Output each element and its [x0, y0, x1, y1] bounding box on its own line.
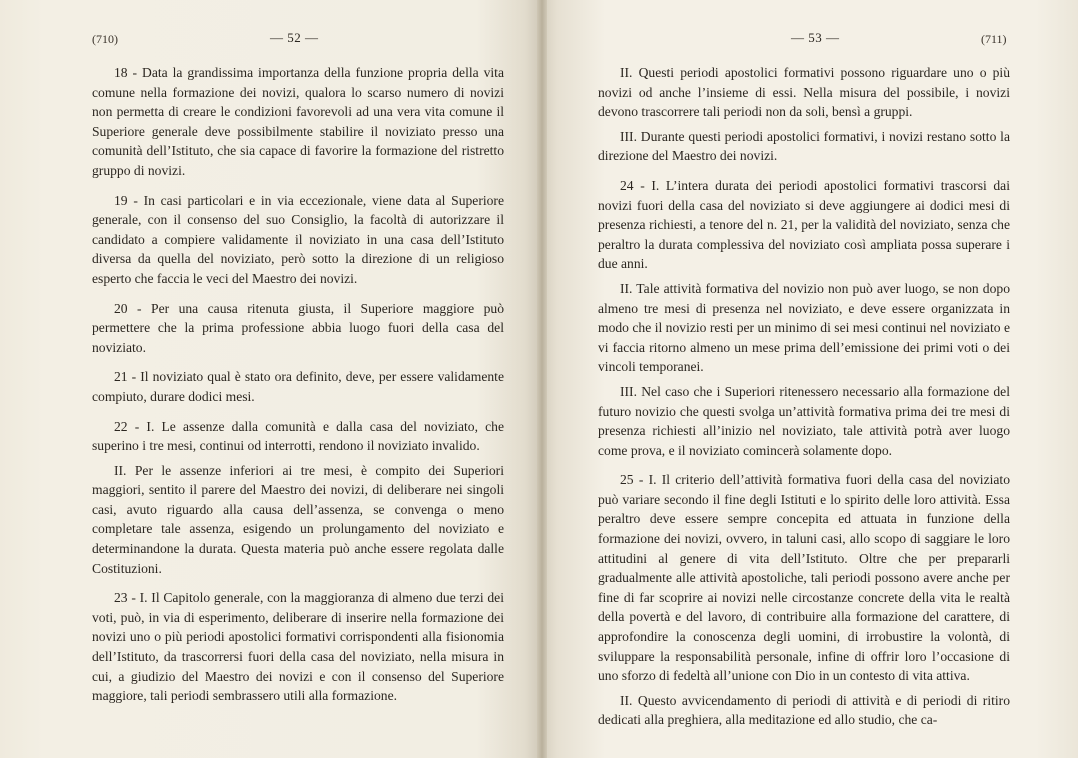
paragraph-22-ii: II. Per le assenze inferiori ai tre mesi, è compito dei Superiori maggiori, sentito il parere del Maestro dei novizi, di deliberare nei singoli casi, avuto riguardo alla causa dell’assenza, se convenga o meno completare tale assenza, esigendo un prolungamento del noviziato e determinandone la durata. Questa materia può anche essere regolata dalle Costituzioni.	[92, 462, 504, 576]
book-gutter	[537, 0, 547, 758]
paragraph-18: 18 - Data la grandissima importanza della funzione propria della vita comune nella formazione dei novizi, qualora lo scarso numero di novizi non permetta di creare le condizioni favorevoli ad una vera vita comune il Superiore generale deve possibilmente stabilire il noviziato presso una comunità dell’Istituto, che sia capace di favorire la formazione del ristretto gruppo di novizi.	[92, 65, 504, 178]
left-folio: (710)	[92, 32, 118, 46]
paragraph-23-i: 23 - I. Il Capitolo generale, con la maggioranza di almeno due terzi dei voti, può, in via di esperimento, deliberare di inserire nella formazione dei novizi uno o più periodi apostolici formativi corrispondenti alla fisionomia dell’Istituto, da trascorrersi fuori della casa del noviziato, nella misura in cui, a giudizio del Maestro dei novizi e con il consenso del Superiore maggiore, tali periodi sembrassero utili alla formazione.	[92, 590, 504, 704]
paragraph-24-ii: II. Tale attività formativa del novizio non può aver luogo, se non dopo almeno tre mesi di presenza nel noviziato, e deve essere organizzata in modo che il novizio resti per un minimo di sei mesi continui nel noviziato e vi faccia ritorno almeno un mese prima dell’emissione dei primi voti o dei vincoli temporanei.	[598, 280, 1010, 375]
left-page-number: — 52 —	[270, 30, 319, 45]
paragraph-20: 20 - Per una causa ritenuta giusta, il Superiore maggiore può permettere che la prima professione abbia luogo fuori della casa del noviziato.	[92, 300, 504, 355]
paragraph-24-i: 24 - I. L’intera durata dei periodi apostolici formativi trascorsi dai novizi fuori della casa del noviziato si deve aggiungere ai dodici mesi di presenza richiesti, a tenore del n. 21, per la validità del noviziato, senza che peraltro la durata complessiva del noviziato così ampliata possa superare i due anni.	[598, 177, 1010, 272]
right-page-number: — 53 —	[791, 30, 840, 45]
paragraph-23-ii: II. Questi periodi apostolici formativi possono riguardare uno o più novizi od anche l’insieme di essi. Nella misura del possibile, i novizi devono trascorrere tali periodi non da soli, bensì a gruppi.	[598, 65, 1010, 120]
right-folio: (711)	[981, 32, 1007, 46]
paragraph-21: 21 - Il noviziato qual è stato ora definito, deve, per essere validamente compiuto, durare dodici mesi.	[92, 369, 504, 404]
right-page-text	[598, 63, 1010, 740]
paragraph-22-i: 22 - I. Le assenze dalla comunità e dalla casa del noviziato, che superino i tre mesi, continui od interrotti, rendono il noviziato invalido.	[92, 418, 504, 454]
paragraph-24-iii: III. Nel caso che i Superiori ritenessero necessario alla formazione del futuro novizio che questi svolga un’attività formativa prima dei tre mesi di presenza richiesti all’inizio nel noviziato, tale attività potrà aver luogo come prova, e il noviziato comincerà solamente dopo.	[598, 383, 1010, 458]
right-page	[541, 0, 1078, 758]
paragraph-23-iii: III. Durante questi periodi apostolici formativi, i novizi restano sotto la direzione del Maestro dei novizi.	[598, 128, 1010, 164]
left-page-text	[92, 63, 504, 716]
paragraph-25-i: 25 - I. Il criterio dell’attività formativa fuori della casa del noviziato può variare secondo il fine degli Istituti e lo spirito delle loro attività. Essa peraltro deve essere sempre concepita ed attuata in funzione della formazione dei novizi, ovvero, in taluni casi, allo scopo di saggiare le loro attitudini al genere di vita dell’Istituto. Oltre che per prepararli gradualmente alle attività apostoliche, tali periodi possono avere anche per fine di far scoprire ai novizi nelle circostanze concrete della vita le realtà della povertà e del lavoro, di contribuire alla formazione del carattere, di approfondire la conoscenza degli uomini, di irrobustire la volontà, di sviluppare la responsabilità personale, infine di offrir loro l’occasione di uno sforzo di fedeltà all’unione con Dio in un contesto di vita attiva.	[598, 472, 1010, 684]
paragraph-25-ii: II. Questo avvicendamento di periodi di attività e di periodi di ritiro dedicati alla preghiera, alla meditazione ed allo studio, che ca-	[598, 692, 1010, 728]
paragraph-19: 19 - In casi particolari e in via eccezionale, viene data al Superiore generale, con il consenso del suo Consiglio, la facoltà di autorizzare il candidato a compiere validamente il noviziato in una casa dell’Istituto diversa da quella del noviziato, però sotto la direzione di un religioso esperto che faccia le veci del Maestro dei novizi.	[92, 192, 504, 286]
